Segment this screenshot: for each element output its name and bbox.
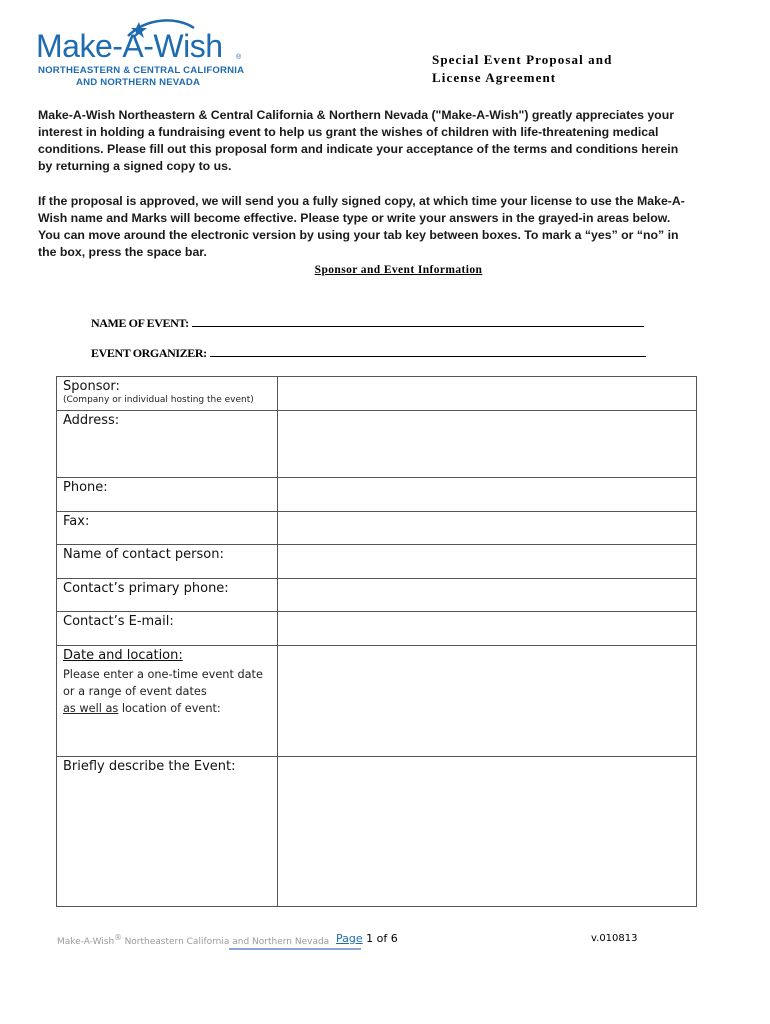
contact-email-label: Contact’s E-mail: xyxy=(57,612,278,646)
logo-registered-mark: ® xyxy=(236,54,242,61)
title-line2: License Agreement xyxy=(432,70,557,85)
page-indicator xyxy=(336,932,398,945)
event-name-row xyxy=(91,316,644,331)
address-input[interactable] xyxy=(278,411,697,478)
footer-link-underline xyxy=(229,948,361,950)
table-row xyxy=(57,646,697,757)
table-row xyxy=(57,478,697,512)
table-row xyxy=(57,579,697,612)
table-row xyxy=(57,411,697,478)
table-row xyxy=(57,545,697,579)
version-label: v.010813 xyxy=(591,933,638,944)
footer-org xyxy=(57,933,329,947)
make-a-wish-logo xyxy=(36,14,256,90)
sponsor-info-table xyxy=(56,376,697,907)
date-note-line1: Please enter a one-time event date or a range of event dates xyxy=(63,668,263,698)
date-location-cell xyxy=(57,646,278,757)
contact-name-input[interactable] xyxy=(278,545,697,579)
event-organizer-label: EVENT ORGANIZER: xyxy=(91,346,207,360)
contact-phone-label: Contact’s primary phone: xyxy=(57,579,278,612)
intro-paragraph-1: Make-A-Wish Northeastern & Central California & Northern Nevada ("Make-A-Wish") greatly appreciates your interest in holding a fundraising event to help us grant the wishes of children with life-threatening medical conditions. Please fill out this proposal form and indicate your acceptance of the terms and conditions herein by returning a signed copy to us. xyxy=(38,108,679,173)
table-row xyxy=(57,377,697,411)
address-label: Address: xyxy=(57,411,278,478)
phone-input[interactable] xyxy=(278,478,697,512)
sponsor-label: Sponsor: xyxy=(63,379,120,394)
contact-phone-input[interactable] xyxy=(278,579,697,612)
table-row xyxy=(57,612,697,646)
document-title xyxy=(432,51,612,87)
page-number: 1 of 6 xyxy=(362,932,398,945)
date-note-location: location of event: xyxy=(118,702,221,715)
event-organizer-field[interactable] xyxy=(210,346,646,357)
footer-org-rest: Northeastern California and Northern Nevada xyxy=(121,937,330,947)
date-location-note xyxy=(63,666,277,717)
phone-label: Phone: xyxy=(57,478,278,512)
date-location-label: Date and location: xyxy=(63,648,183,663)
page-link[interactable]: Page xyxy=(336,932,363,945)
contact-name-label: Name of contact person: xyxy=(57,545,278,579)
event-name-field[interactable] xyxy=(192,316,644,327)
sponsor-input[interactable] xyxy=(278,377,697,411)
intro-paragraph-2: If the proposal is approved, we will send you a fully signed copy, at which time your license to use the Make-A-Wish name and Marks will become effective. Please type or write your answers in the grayed-in areas below. You can move around the electronic version by using your tab key between boxes. To mark a “yes” or “no” in the box, press the space bar. xyxy=(38,194,685,259)
sponsor-cell xyxy=(57,377,278,411)
page-footer xyxy=(57,932,707,952)
describe-event-label: Briefly describe the Event: xyxy=(57,757,278,907)
logo-wordmark: Make-A-Wish xyxy=(36,28,223,64)
contact-email-input[interactable] xyxy=(278,612,697,646)
date-note-as-well-as: as well as xyxy=(63,702,119,715)
describe-event-input[interactable] xyxy=(278,757,697,907)
table-row xyxy=(57,512,697,545)
event-organizer-row xyxy=(91,346,646,361)
footer-reg-mark: ® xyxy=(114,933,122,942)
title-line1: Special Event Proposal and xyxy=(432,52,613,67)
logo-subtitle-line2: AND NORTHERN NEVADA xyxy=(76,77,201,88)
table-row xyxy=(57,757,697,907)
section-heading: Sponsor and Event Information xyxy=(314,264,483,276)
event-name-label: NAME OF EVENT: xyxy=(91,316,189,330)
fax-input[interactable] xyxy=(278,512,697,545)
logo-subtitle-line1: NORTHEASTERN & CENTRAL CALIFORNIA xyxy=(38,65,245,76)
date-location-input[interactable] xyxy=(278,646,697,757)
fax-label: Fax: xyxy=(57,512,278,545)
sponsor-hint: (Company or individual hosting the event) xyxy=(63,395,254,405)
footer-org-name: Make-A-Wish xyxy=(57,937,115,947)
